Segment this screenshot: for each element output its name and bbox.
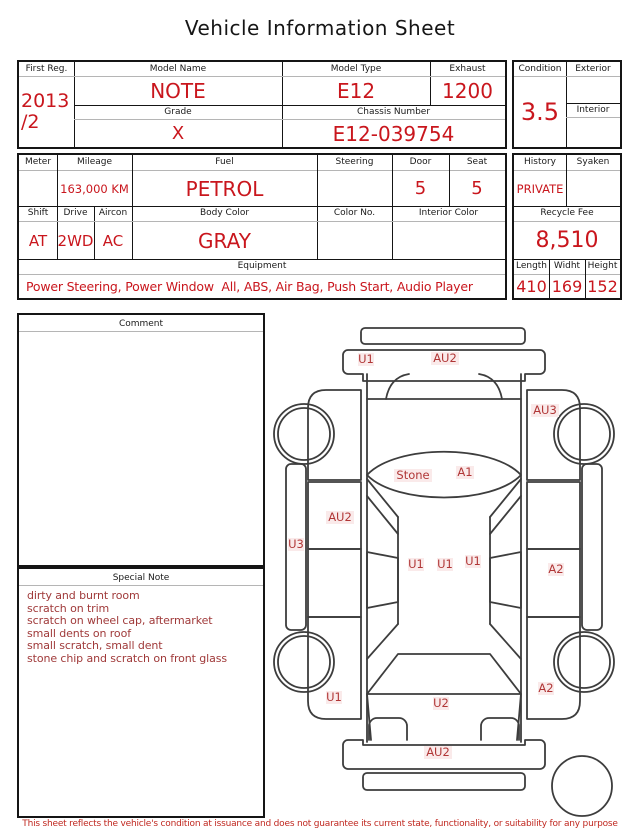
- interior-value: [566, 118, 620, 147]
- grade-value: X: [171, 123, 185, 144]
- aircon-header: Aircon: [94, 206, 132, 222]
- wheel-rear-right: [554, 632, 614, 692]
- mileage-value: 163,000 KM: [60, 181, 129, 196]
- diagram-label-roof-3: U1: [465, 554, 481, 568]
- headlight-right: [479, 374, 502, 399]
- spare-tire: [552, 756, 612, 816]
- shift-value: AT: [28, 231, 48, 250]
- taillight-right: [481, 718, 519, 740]
- diagram-label-rear-left-fender: U1: [326, 690, 342, 704]
- diagram-label-rear-right-fender: A2: [538, 681, 554, 695]
- rear-lower-strip: [363, 773, 525, 790]
- special-note-line: dirty and burnt room: [27, 589, 140, 602]
- car-damage-diagram: [268, 312, 640, 824]
- comment-box: [17, 313, 265, 567]
- fuel-header: Fuel: [132, 155, 317, 171]
- history-value: PRIVATE: [516, 181, 564, 196]
- height-header: Height: [585, 259, 620, 275]
- drive-value: 2WD: [57, 231, 94, 250]
- grade-header: Grade: [74, 105, 282, 120]
- special-note-box: [17, 567, 265, 818]
- width-header: Widht: [549, 259, 585, 275]
- special-note-line: small dents on roof: [27, 626, 131, 640]
- windshield: [367, 452, 521, 498]
- door-rear-right: [527, 549, 580, 617]
- fuel-value: PETROL: [185, 176, 264, 201]
- disclaimer-text: This sheet reflects the vehicle's condition at issuance and does not guarantee its current state, functionality, or suitability for any purpose: [22, 819, 618, 829]
- diagram-label-roof-2: U1: [437, 557, 453, 571]
- special-note-list: [27, 590, 259, 666]
- special-note-header: Special Note: [19, 571, 263, 586]
- diagram-label-front-right-fender: AU3: [533, 403, 557, 417]
- interior-color-value: [392, 222, 505, 259]
- syaken-header: Syaken: [566, 155, 620, 171]
- aircon-value: AC: [102, 231, 124, 250]
- wheel-front-right: [554, 404, 614, 464]
- front-grille-strip: [361, 328, 525, 344]
- diagram-label-windshield-a1: A1: [457, 465, 473, 479]
- body-color-value: GRAY: [198, 228, 251, 253]
- special-note-line: small scratch, small dent: [27, 639, 163, 653]
- first-reg-header: First Reg.: [19, 62, 74, 77]
- body-color-header: Body Color: [132, 206, 317, 222]
- condition-box: [512, 60, 622, 149]
- exterior-header: Exterior: [566, 62, 620, 77]
- fender-rear-right: [527, 617, 580, 719]
- model-type-value: E12: [336, 79, 376, 103]
- history-header: History: [514, 155, 566, 171]
- identity-table: [17, 60, 507, 149]
- spec-table: [17, 153, 507, 300]
- color-no-value: [317, 222, 392, 259]
- steering-header: Steering: [317, 155, 392, 171]
- special-note-line: scratch on trim: [27, 601, 110, 615]
- shift-header: Shift: [19, 206, 57, 222]
- rear-window: [367, 654, 521, 694]
- interior-color-header: Interior Color: [392, 206, 505, 222]
- special-note-line: scratch on wheel cap, aftermarket: [27, 614, 213, 628]
- seat-value: 5: [471, 178, 483, 199]
- interior-header: Interior: [566, 103, 620, 118]
- meter-header: Meter: [19, 155, 57, 171]
- drive-header: Drive: [57, 206, 94, 222]
- equipment-header: Equipment: [19, 259, 505, 275]
- door-rear-left: [308, 549, 361, 617]
- mileage-header: Mileage: [57, 155, 132, 171]
- diagram-label-front-bumper: AU2: [433, 351, 457, 365]
- door-header: Door: [392, 155, 449, 171]
- recycle-fee-value: 8,510: [535, 228, 599, 253]
- sill-right: [582, 464, 602, 630]
- syaken-value: [566, 171, 620, 206]
- special-note-line: stone chip and scratch on front glass: [27, 651, 228, 665]
- diagram-label-left-sill: U3: [288, 537, 304, 551]
- wheel-front-left: [274, 404, 334, 464]
- page-title: Vehicle Information Sheet: [184, 16, 456, 40]
- width-value: 169: [551, 277, 583, 296]
- model-name-value: NOTE: [150, 79, 206, 103]
- comment-header: Comment: [19, 317, 263, 332]
- condition-value: 3.5: [520, 98, 560, 126]
- height-value: 152: [587, 277, 618, 296]
- condition-header: Condition: [514, 62, 566, 77]
- length-value: 410: [516, 277, 547, 296]
- taillight-left: [369, 718, 407, 740]
- steering-value: [317, 171, 392, 206]
- headlight-left: [386, 374, 409, 399]
- diagram-label-front-bumper-left: U1: [358, 352, 374, 366]
- equipment-value: Power Steering, Power Window All, ABS, Air Bag, Push Start, Audio Player: [26, 279, 473, 294]
- diagram-label-rear-bumper: AU2: [426, 745, 450, 759]
- model-name-header: Model Name: [74, 62, 282, 77]
- wheel-rear-left: [274, 632, 334, 692]
- first-reg-value: 2013 /2: [21, 90, 70, 133]
- diagram-labels: [288, 351, 564, 759]
- diagram-label-roof-1: U1: [408, 557, 424, 571]
- diagram-label-rear-window: U2: [433, 696, 449, 710]
- exhaust-value: 1200: [442, 79, 493, 103]
- chassis-header: Chassis Number: [282, 105, 505, 120]
- chassis-value: E12-039754: [332, 121, 455, 146]
- color-no-header: Color No.: [317, 206, 392, 222]
- diagram-label-windshield-stone: Stone: [396, 468, 430, 482]
- history-box: [512, 153, 622, 300]
- exhaust-header: Exhaust: [430, 62, 505, 77]
- model-type-header: Model Type: [282, 62, 430, 77]
- exterior-value: [566, 77, 620, 103]
- diagram-label-rear-right-door: A2: [548, 562, 564, 576]
- length-header: Length: [514, 259, 549, 275]
- meter-value: [19, 171, 57, 206]
- recycle-fee-header: Recycle Fee: [514, 206, 620, 222]
- seat-header: Seat: [449, 155, 505, 171]
- door-value: 5: [414, 178, 427, 199]
- door-front-right: [527, 482, 580, 549]
- diagram-label-front-left-door: AU2: [328, 510, 352, 524]
